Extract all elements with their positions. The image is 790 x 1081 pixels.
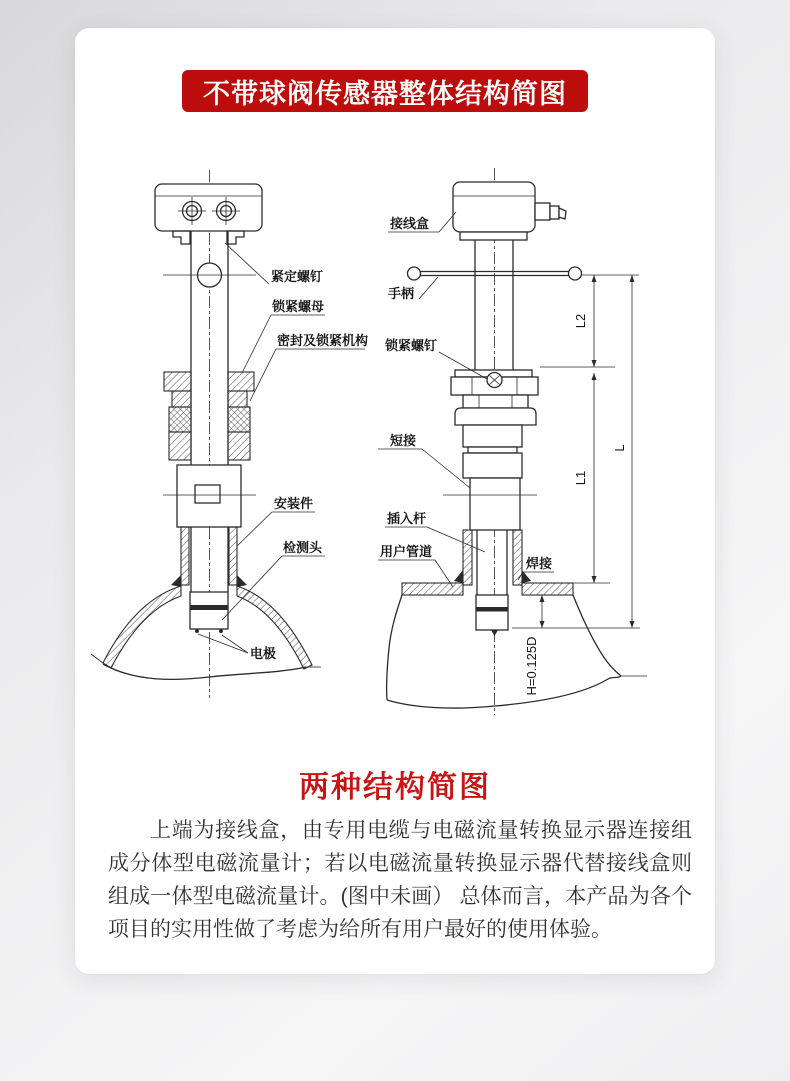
right-diagram	[378, 168, 647, 715]
short-pipe	[443, 408, 537, 530]
dim-l1: L1	[573, 470, 588, 486]
label-lock-screw: 锁紧螺钉	[385, 338, 438, 353]
label-seal-lock: 密封及锁紧机构	[277, 333, 369, 348]
content-card	[75, 28, 715, 974]
insert-rod	[463, 530, 522, 595]
left-diagram	[91, 170, 368, 698]
cable-gland	[535, 203, 550, 220]
label-user-pipe: 用户管道	[380, 544, 433, 559]
label-mounting: 安装件	[274, 496, 314, 511]
label-insert-rod: 插入杆	[387, 511, 427, 526]
user-pipe	[387, 570, 647, 708]
label-lock-nut: 锁紧螺母	[272, 299, 325, 314]
section-title: 两种结构简图	[299, 771, 491, 804]
dim-l2: L2	[573, 313, 588, 329]
dim-l: L	[612, 444, 627, 452]
sensor-head	[155, 184, 262, 244]
label-set-screw: 紧定螺钉	[271, 269, 324, 284]
hex-lock-assembly	[451, 370, 538, 408]
label-handle: 手柄	[388, 286, 415, 301]
lock-nut	[164, 372, 254, 407]
label-junction-box: 接线盒	[390, 216, 430, 231]
electrode-dot	[219, 629, 223, 633]
label-short-pipe: 短接	[390, 433, 417, 448]
junction-box	[453, 182, 566, 240]
description-paragraph: 上端为接线盒，由专用电缆与电磁流量转换显示器连接组成分体型电磁流量计；若以电磁流量转换显示器代替接线盒则组成一体型电磁流量计。(图中未画） 总体而言，本产品为各个项目的实用性做了考虑为给所有用户最好的使用体验。	[108, 819, 692, 941]
structure-diagram	[75, 158, 715, 728]
detection-head	[190, 592, 228, 633]
electrode-dot	[195, 629, 199, 633]
label-electrode: 电极	[250, 646, 277, 661]
dimensions	[512, 275, 640, 695]
label-probe-head: 检测头	[283, 540, 323, 555]
banner-title: 不带球阀传感器整体结构简图	[182, 70, 588, 112]
mounting-part	[163, 465, 256, 527]
insertion-tube	[171, 527, 247, 587]
dim-h: H=0.125D	[524, 636, 539, 696]
probe-tip	[476, 595, 508, 636]
label-weld: 焊接	[526, 556, 553, 571]
